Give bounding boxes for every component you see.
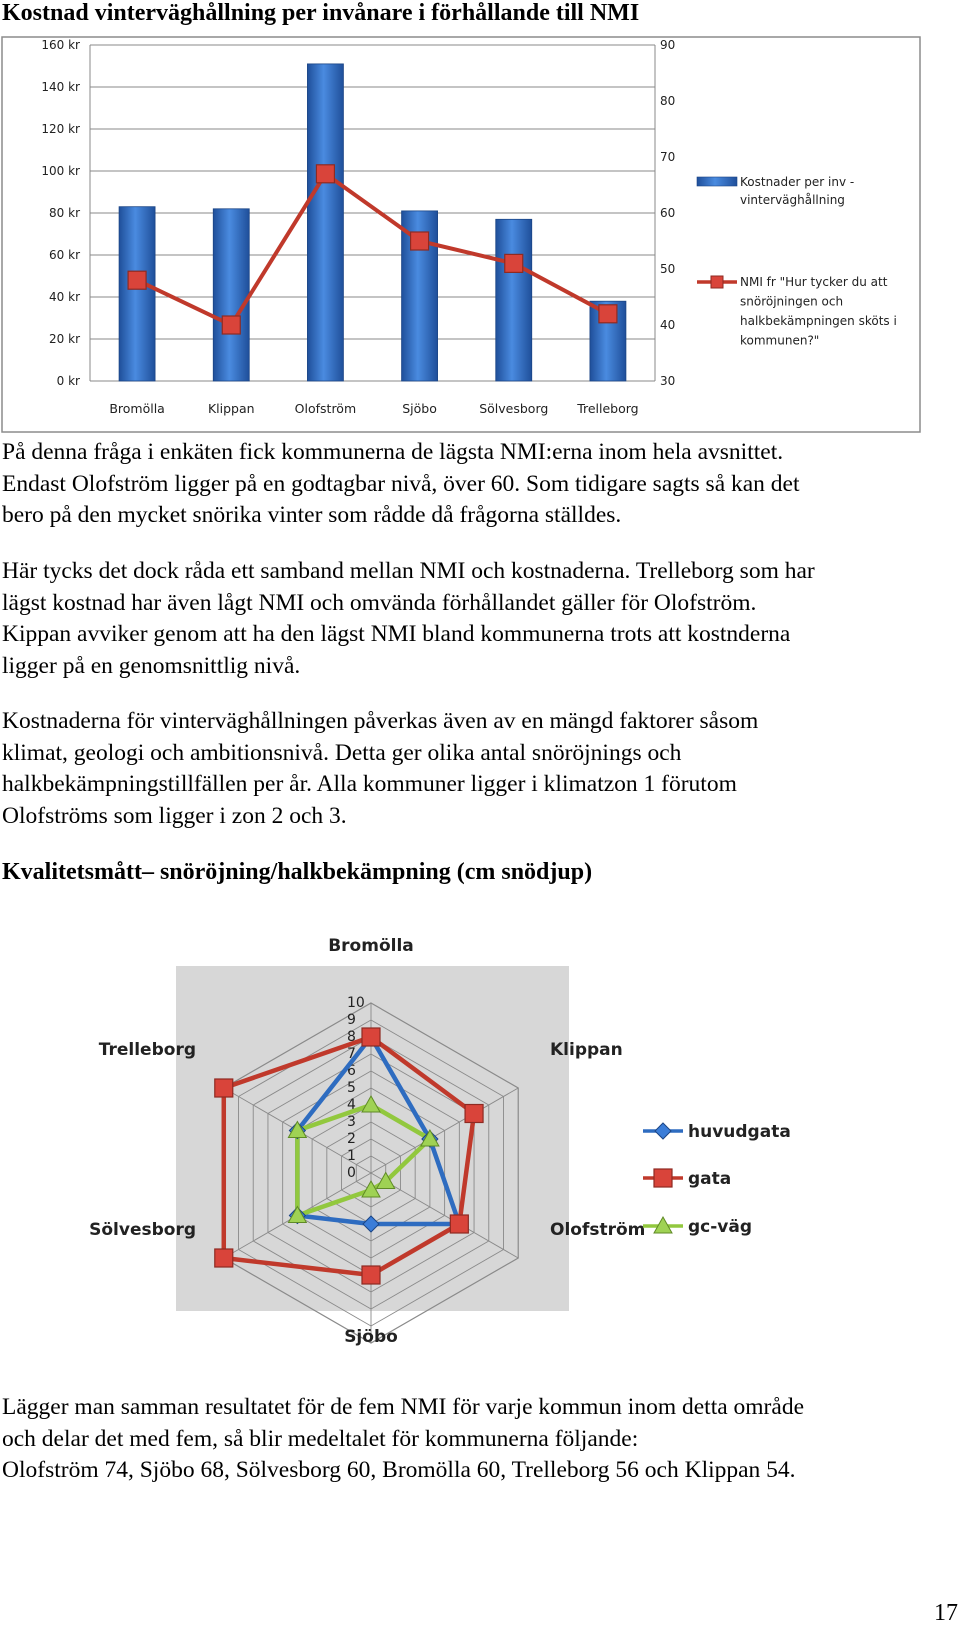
right-axis-tick-label: 30	[660, 374, 676, 388]
legend-label: Kostnader per inv -	[740, 175, 855, 189]
paragraph-3-line: klimat, geologi och ambitionsnivå. Detta ger olika antal snöröjnings och	[2, 739, 682, 766]
paragraph-2-line: Kippan avviker genom att ha den lägst NMI bland kommunerna trots att kostnderna	[2, 621, 791, 647]
left-axis-tick-label: 40 kr	[49, 290, 80, 304]
paragraph-4-line: Olofström 74, Sjöbo 68, Sölvesborg 60, Bromölla 60, Trelleborg 56 och Klippan 54.	[2, 1457, 796, 1483]
left-axis-tick-label: 80 kr	[49, 206, 80, 220]
paragraph-1	[2, 437, 952, 532]
gata-marker	[362, 1266, 380, 1284]
paragraph-3-line: Olofströms som ligger i zon 2 och 3.	[2, 802, 347, 829]
radar-tick-label: 1	[347, 1148, 356, 1164]
left-axis-tick-label: 60 kr	[49, 248, 80, 262]
radar-heading: Kvalitetsmått– snöröjning/halkbekämpning (cm snödjup)	[2, 859, 593, 885]
right-axis-tick-label: 60	[660, 206, 676, 220]
radar-tick-label: 8	[347, 1029, 356, 1045]
right-axis-tick-label: 90	[660, 38, 676, 52]
bar	[119, 207, 155, 381]
radar-tick-label: 6	[347, 1063, 356, 1079]
radar-tick-label: 2	[347, 1131, 356, 1147]
gata-marker	[362, 1028, 380, 1046]
category-label: Sjöbo	[402, 401, 437, 416]
radar-category-label: Klippan	[550, 1040, 623, 1060]
legend-label: gc-väg	[688, 1217, 753, 1237]
legend-label: gata	[688, 1169, 732, 1189]
left-axis-tick-label: 0 kr	[56, 374, 80, 388]
bar	[496, 219, 532, 381]
paragraph-2-line: lägst kostnad har även lågt NMI och omvända förhållandet gäller för Olofström.	[2, 589, 757, 616]
nmi-marker	[128, 271, 146, 289]
nmi-marker	[411, 232, 429, 250]
radar-tick-label: 7	[347, 1046, 356, 1062]
gata-marker	[215, 1249, 233, 1267]
paragraph-3	[2, 706, 952, 832]
paragraph-4-line: och delar det med fem, så blir medeltalet för kommunerna följande:	[2, 1425, 639, 1452]
category-label: Klippan	[207, 401, 255, 416]
legend-label: NMI fr "Hur tycker du att	[740, 275, 888, 289]
category-label: Sölvesborg	[479, 401, 549, 416]
paragraph-2	[2, 556, 952, 682]
paragraph-1-line: Endast Olofström ligger på en godtagbar nivå, över 60. Som tidigare sagts så kan det	[2, 470, 800, 497]
paragraph-4	[2, 1392, 952, 1487]
radar-category-label: Olofström	[550, 1220, 646, 1240]
category-label: Olofström	[294, 401, 357, 416]
radar-category-label: Sölvesborg	[89, 1220, 196, 1240]
right-axis-tick-label: 80	[660, 94, 676, 108]
gata-marker	[450, 1215, 468, 1233]
right-axis-tick-label: 70	[660, 150, 676, 164]
radar-tick-label: 5	[347, 1080, 356, 1096]
gata-marker	[215, 1079, 233, 1097]
left-axis-tick-label: 20 kr	[49, 332, 80, 346]
legend-label: halkbekämpningen sköts i	[740, 314, 897, 328]
radar-tick-label: 4	[347, 1097, 356, 1113]
paragraph-3-line: halkbekämpningstillfällen per år. Alla kommuner ligger i klimatzon 1 förutom	[2, 771, 737, 797]
paragraph-1-line: bero på den mycket snörika vinter som rådde då frågorna ställdes.	[2, 502, 622, 528]
legend-marker-swatch	[711, 276, 723, 288]
left-axis-tick-label: 140 kr	[41, 80, 80, 94]
paragraph-4-line: Lägger man samman resultatet för de fem NMI för varje kommun inom detta område	[2, 1394, 804, 1420]
paragraph-1-line: På denna fråga i enkäten fick kommunerna de lägsta NMI:erna inom hela avsnittet.	[2, 439, 784, 465]
legend-label: vinterväghållning	[740, 193, 845, 207]
gata-marker	[465, 1105, 483, 1123]
nmi-marker	[316, 165, 334, 183]
cost-nmi-chart	[0, 36, 922, 434]
paragraph-2-line: Här tycks det dock råda ett samband mellan NMI och kostnaderna. Trelleborg som har	[2, 558, 815, 584]
nmi-marker	[222, 316, 240, 334]
nmi-marker	[505, 254, 523, 272]
paragraph-2-line: ligger på en genomsnittlig nivå.	[2, 652, 301, 679]
right-axis-tick-label: 40	[660, 318, 676, 332]
left-axis-tick-label: 100 kr	[41, 164, 80, 178]
right-axis-tick-label: 50	[660, 262, 676, 276]
huvudgata-marker	[655, 1123, 671, 1139]
snow-depth-radar-chart	[0, 936, 900, 1405]
legend-label: kommunen?"	[740, 333, 820, 348]
radar-tick-label: 10	[347, 995, 365, 1011]
bar	[307, 64, 343, 381]
legend-bar-swatch	[697, 177, 737, 186]
left-axis-tick-label: 160 kr	[41, 38, 80, 52]
radar-tick-label: 3	[347, 1114, 356, 1130]
left-axis-tick-label: 120 kr	[41, 122, 80, 136]
radar-tick-label: 9	[347, 1012, 356, 1028]
bar	[213, 209, 249, 381]
legend-label: snöröjningen och	[740, 294, 844, 309]
radar-category-label: Bromölla	[328, 936, 414, 956]
chart1-heading: Kostnad vinterväghållning per invånare i förhållande till NMI	[2, 0, 640, 26]
radar-category-label: Trelleborg	[98, 1040, 196, 1060]
gata-marker	[654, 1169, 672, 1187]
radar-category-label: Sjöbo	[344, 1327, 398, 1347]
legend-label: huvudgata	[688, 1122, 791, 1142]
paragraph-3-line: Kostnaderna för vinterväghållningen påverkas även av en mängd faktorer såsom	[2, 708, 759, 734]
category-label: Bromölla	[109, 401, 165, 416]
category-label: Trelleborg	[577, 401, 639, 416]
nmi-marker	[599, 305, 617, 323]
radar-tick-label: 0	[347, 1165, 356, 1181]
page-number: 17	[934, 1600, 958, 1626]
